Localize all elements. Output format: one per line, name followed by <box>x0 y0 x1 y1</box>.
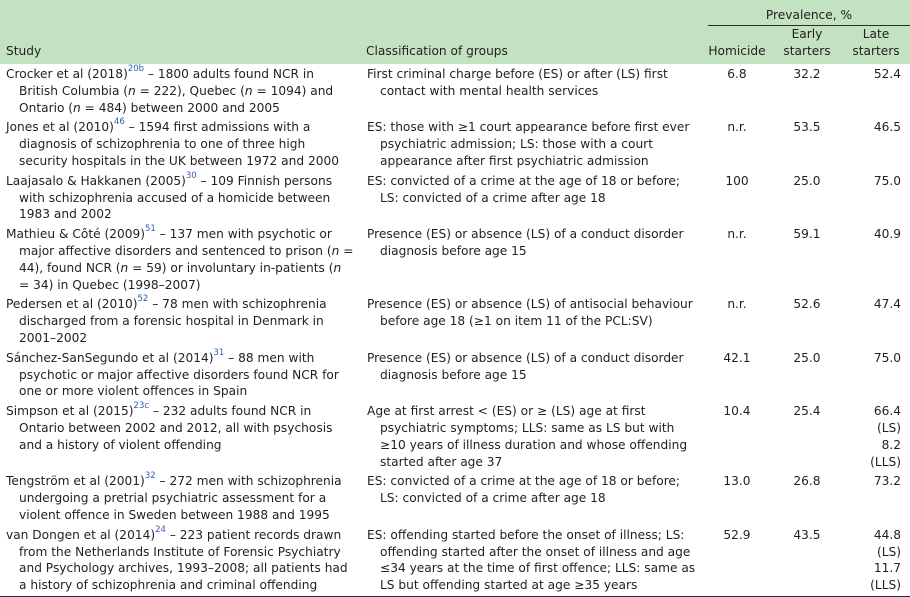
classification-cell: Age at first arrest < (ES) or ≥ (LS) age at first psychiatric symptoms; LLS: same as LS but with ≥10 years of illness duration and whose offending started after age 37 <box>367 404 688 469</box>
homicide-cell: 42.1 <box>723 350 751 365</box>
homicide-cell: 100 <box>725 173 749 188</box>
table-row <box>0 525 910 597</box>
late-starters-cell: 46.5 <box>873 120 901 135</box>
classification-cell: ES: those with ≥1 court appearance before first ever psychiatric admission; LS: those with a court appearance after first psychiatric admission <box>367 120 690 168</box>
classification-cell: First criminal charge before (ES) or after (LS) first contact with mental health services <box>367 67 668 98</box>
table-row <box>0 224 910 294</box>
study-cell: Tengström et al $(2001)^{32} - 272$ men with schizophrenia undergoing a pretrial psychiatric assessment for a violent offence in Sweden between 1988 and 1995 <box>6 471 342 522</box>
homicide-cell: n.r. <box>727 297 747 312</box>
late-header-line1: Late <box>862 27 890 41</box>
homicide-cell: 13.0 <box>723 474 751 489</box>
header-row-columns <box>0 26 910 64</box>
classification-column-header: Classification of groups <box>360 26 702 64</box>
study-cell: Crocker et al $(2018)^{20b} - 1800$ adults found NCR in British Columbia (n = 222), Quebec (n = 1094) and Ontario (n = 484) between 2000 and 2005 <box>6 63 334 115</box>
homicide-cell: n.r. <box>727 227 747 242</box>
late-starters-cell: 44.8 (LS) 11.7 (LLS) <box>842 525 910 597</box>
study-column-header: Study <box>0 26 360 64</box>
study-cell: Sánchez-SanSegundo et al $(2014)^{31} - 88$ men with psychotic or major affective disorders found NCR for one or more violent offences in Spain <box>6 347 339 399</box>
late-header-line2: starters <box>852 44 900 58</box>
late-starters-cell: 73.2 <box>873 474 901 489</box>
early-starters-cell: 25.4 <box>793 404 821 419</box>
table-row <box>0 64 910 117</box>
late-starters-cell: 40.9 <box>873 227 901 242</box>
prevalence-header-cell <box>702 0 910 26</box>
table-body <box>0 64 910 596</box>
study-cell: Simpson et al $(2015)^{23c} - 232$ adults found NCR in Ontario between 2002 and 2012, all with psychosis and a history of violent offending <box>6 401 333 452</box>
homicide-cell: n.r. <box>727 120 747 135</box>
early-header-line1: Early <box>791 27 823 41</box>
table-row <box>0 348 910 401</box>
late-starters-cell: 52.4 <box>873 67 901 81</box>
early-starters-cell: 43.5 <box>772 525 842 597</box>
table-row <box>0 294 910 347</box>
prevalence-header: Prevalence, % <box>708 8 910 26</box>
early-header-line2: starters <box>783 44 831 58</box>
homicide-cell: 52.9 <box>702 525 772 597</box>
classification-cell: Presence (ES) or absence (LS) of antisocial behaviour before age 18 (≥1 on item 11 of the PCL:SV) <box>367 297 693 329</box>
classification-cell: Presence (ES) or absence (LS) of a conduct disorder diagnosis before age 15 <box>367 350 684 382</box>
early-starters-cell: 25.0 <box>793 173 821 188</box>
study-cell: van Dongen et al $(2014)^{24} - 223$ patient records drawn from the Netherlands Institute of Forensic Psychiatry and Psychology archives, 1993–2008; all patients had a history of schizophrenia and criminal offending <box>0 525 360 597</box>
late-starters-cell: 75.0 <box>873 350 901 365</box>
late-starters-column-header <box>842 26 910 64</box>
early-starters-cell: 52.6 <box>793 297 821 312</box>
early-starters-cell: 59.1 <box>793 227 821 242</box>
study-cell: Jones et al $(2010)^{46} - 1594$ first admissions with a diagnosis of schizophrenia to one of three high security hospitals in the UK between 1972 and 2000 <box>6 117 339 168</box>
homicide-cell: 6.8 <box>727 67 747 81</box>
late-starters-cell: 75.0 <box>873 173 901 188</box>
table-row <box>0 171 910 224</box>
homicide-column-header: Homicide <box>702 26 772 64</box>
classification-cell: ES: convicted of a crime at the age of 18 or before; LS: convicted of a crime after age 18 <box>367 173 681 205</box>
early-starters-cell: 32.2 <box>793 67 821 81</box>
table-row <box>0 401 910 471</box>
study-cell: Laajasalo & Hakkanen $(2005)^{30} - 109$ Finnish persons with schizophrenia accused of a homicide between 1983 and 2002 <box>6 170 333 222</box>
late-starters-cell: 47.4 <box>873 297 901 312</box>
table-row <box>0 117 910 170</box>
table-row <box>0 471 910 524</box>
classification-cell: ES: convicted of a crime at the age of 18 or before; LS: convicted of a crime after age 18 <box>367 474 681 506</box>
early-starters-cell: 53.5 <box>793 120 821 135</box>
early-starters-cell: 26.8 <box>793 474 821 489</box>
study-cell: Mathieu & Côté $(2009)^{51} - 137$ men with psychotic or major affective disorders and sentenced to prison (n = 44), found NCR (n = 59) or involuntary in-patients (n = 34) in Quebec (1998–2007) <box>6 224 354 292</box>
classification-cell: Presence (ES) or absence (LS) of a conduct disorder diagnosis before age 15 <box>367 227 684 258</box>
early-starters-column-header <box>772 26 842 64</box>
homicide-cell: 10.4 <box>723 404 751 419</box>
study-cell: Pedersen et al $(2010)^{52} - 78$ men with schizophrenia discharged from a forensic hospital in Denmark in 2001–2002 <box>6 294 327 345</box>
classification-cell: ES: offending started before the onset of illness; LS: offending started after the onset of illness and age ≤34 years at the time of first offence; LLS: same as LS but offending started at age ≥35 years <box>360 525 702 597</box>
early-starters-cell: 25.0 <box>793 350 821 365</box>
header-row-top <box>0 0 910 26</box>
late-starters-cell: 66.4 (LS) 8.2 (LLS) <box>870 404 901 469</box>
